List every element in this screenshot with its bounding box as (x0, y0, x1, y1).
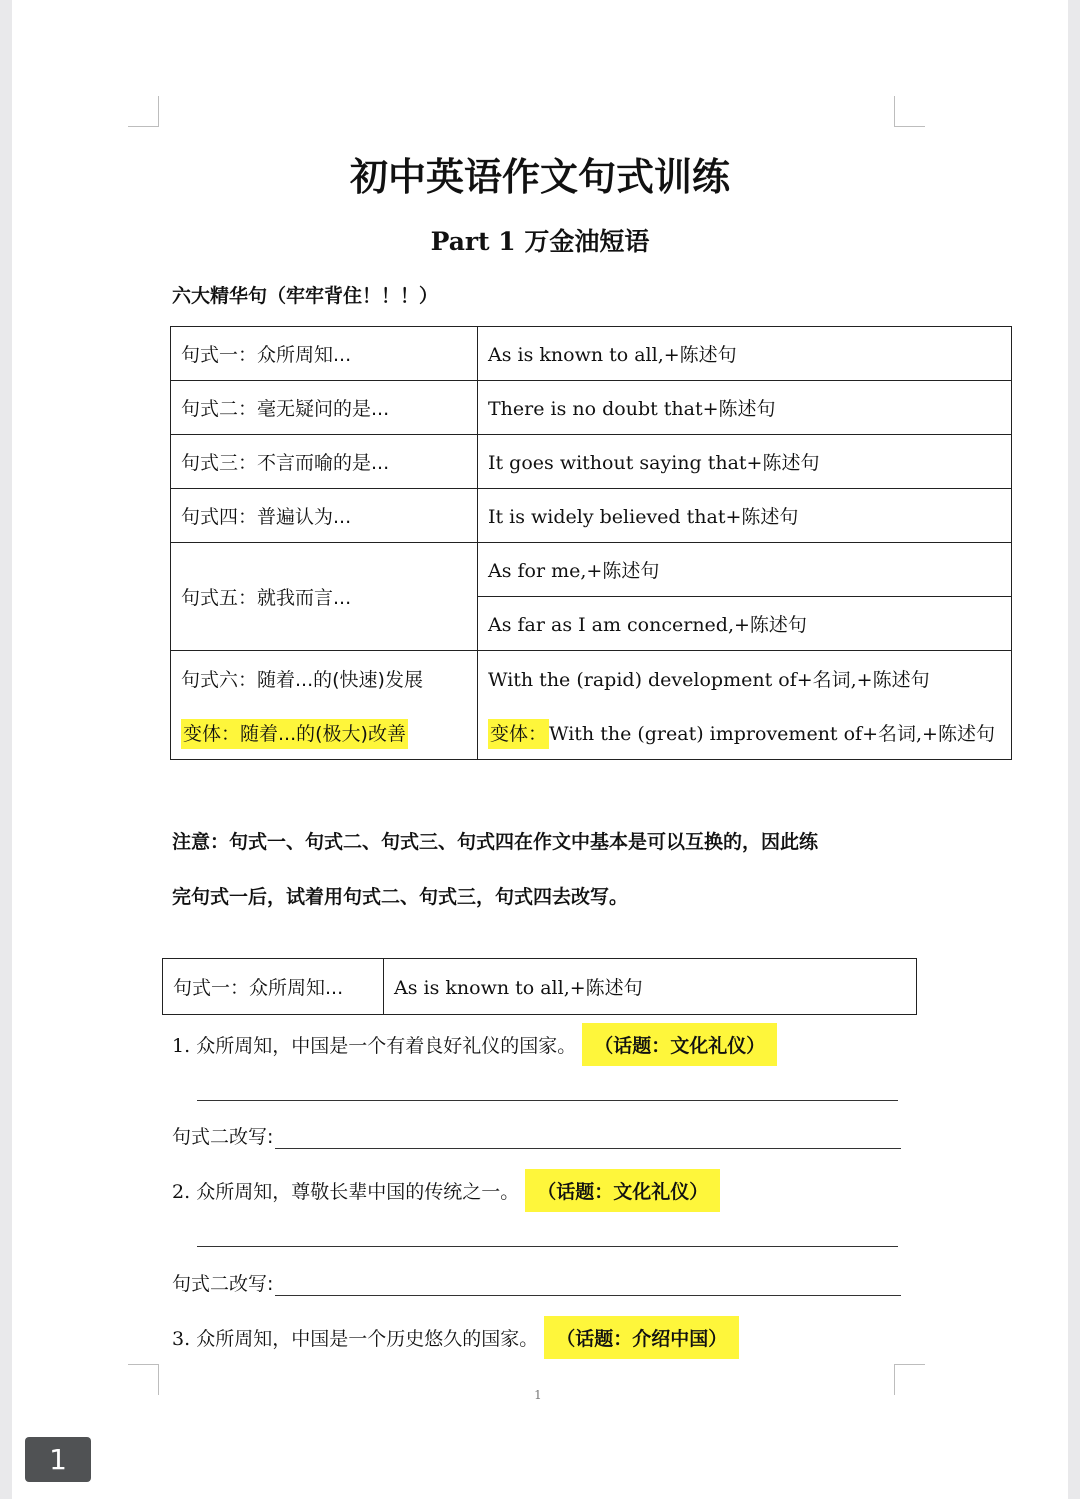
page-indicator-badge[interactable]: 1 (25, 1437, 91, 1482)
sentence-patterns-table (170, 326, 1012, 760)
exercise-number: 3. (172, 1328, 191, 1350)
crop-mark (894, 96, 925, 127)
exercise-text: 众所周知，中国是一个有着良好礼仪的国家。 (196, 1035, 577, 1057)
rewrite-label: 句式二改写: (172, 1273, 274, 1295)
exercise-text: 众所周知，中国是一个历史悠久的国家。 (196, 1328, 539, 1350)
answer-line (197, 1100, 898, 1101)
practice-pattern-en: As is known to all,+陈述句 (384, 959, 917, 1015)
pattern-en: As far as I am concerned,+陈述句 (478, 597, 1012, 651)
pattern-en: As for me,+陈述句 (478, 543, 1012, 597)
exercise-number: 1. (172, 1035, 191, 1057)
pattern-en-cell (478, 651, 1012, 760)
pattern-cn: 句式三：不言而喻的是... (171, 435, 478, 489)
page-number: 1 (534, 1388, 542, 1402)
rewrite-blank (275, 1128, 901, 1149)
topic-highlight: （话题：介绍中国） (544, 1316, 739, 1359)
table-row (171, 651, 1012, 760)
topic-highlight: （话题：文化礼仪） (525, 1169, 720, 1212)
section-subtitle: Part 1 万金油短语 (430, 227, 650, 256)
pattern-cn: 句式五：就我而言... (171, 543, 478, 651)
table-row (171, 543, 1012, 597)
note-line-2: 完句式一后，试着用句式二、句式三，句式四去改写。 (172, 886, 629, 908)
table-row (163, 959, 917, 1015)
pattern-en: It goes without saying that+陈述句 (478, 435, 1012, 489)
pattern-en: It is widely believed that+陈述句 (478, 489, 1012, 543)
page-title: 初中英语作文句式训练 (349, 155, 730, 199)
practice-header-table (162, 958, 917, 1015)
exercise-item (172, 1316, 739, 1359)
note-line-1: 注意：句式一、句式二、句式三、句式四在作文中基本是可以互换的，因此练 (172, 831, 819, 853)
pattern-cn: 句式四：普遍认为... (171, 489, 478, 543)
rewrite-label: 句式二改写: (172, 1126, 274, 1148)
crop-mark (128, 96, 159, 127)
exercise-number: 2. (172, 1181, 191, 1203)
pattern-cn-cell (171, 651, 478, 760)
pattern-en: There is no doubt that+陈述句 (478, 381, 1012, 435)
pattern-en: With the (rapid) development of+名词,+陈述句 (488, 668, 930, 691)
table-row (171, 489, 1012, 543)
practice-pattern-cn: 句式一：众所周知... (163, 959, 384, 1015)
section-heading: 六大精华句（牢牢背住！！！） (172, 285, 439, 307)
table-row (171, 381, 1012, 435)
table-row (171, 327, 1012, 381)
rewrite-blank (275, 1275, 901, 1296)
rewrite-line (172, 1269, 901, 1296)
exercise-text: 众所周知，尊敬长辈中国的传统之一。 (196, 1181, 520, 1203)
pattern-en: As is known to all,+陈述句 (478, 327, 1012, 381)
rewrite-line (172, 1122, 901, 1149)
variant-cn-highlight: 变体：随着...的(极大)改善 (181, 719, 408, 749)
pattern-cn: 句式六：随着...的(快速)发展 (181, 668, 423, 691)
pattern-cn: 句式二：毫无疑问的是... (171, 381, 478, 435)
variant-en: With the (great) improvement of+名词,+陈述句 (549, 722, 995, 745)
exercise-item (172, 1169, 720, 1212)
pattern-cn: 句式一：众所周知... (171, 327, 478, 381)
variant-label-highlight: 变体： (488, 719, 549, 749)
table-row (171, 435, 1012, 489)
answer-line (197, 1246, 898, 1247)
exercise-item (172, 1023, 777, 1066)
topic-highlight: （话题：文化礼仪） (582, 1023, 777, 1066)
